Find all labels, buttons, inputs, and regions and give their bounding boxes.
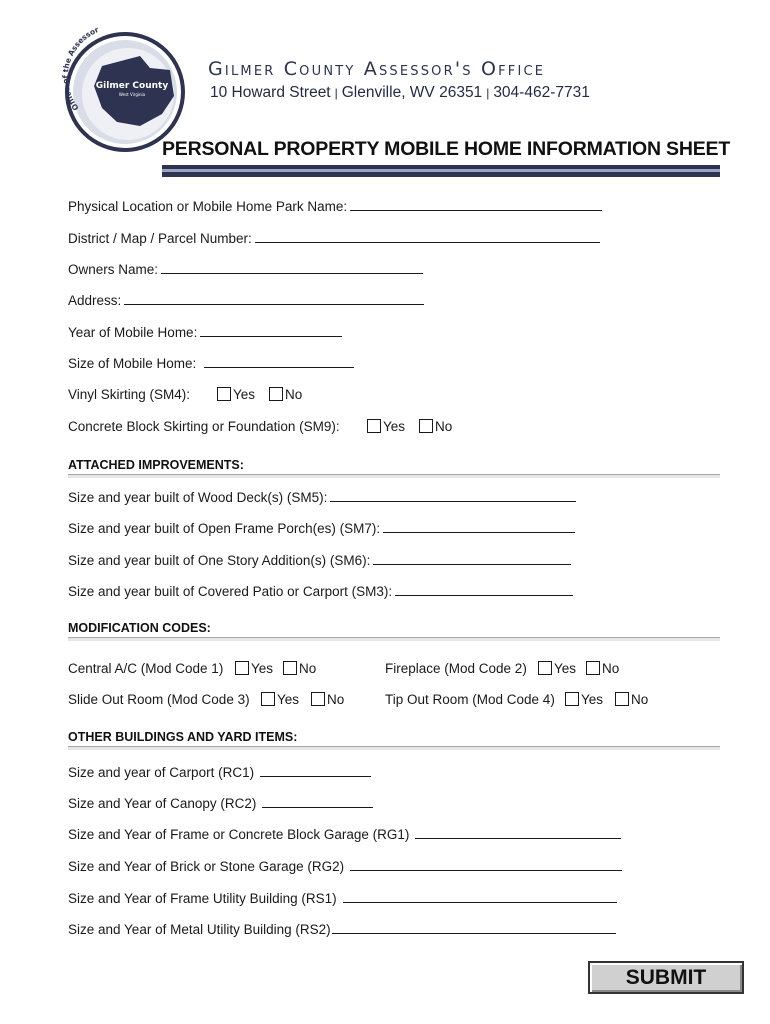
office-address	[210, 84, 590, 102]
field-year-label: Year of Mobile Home:	[68, 325, 198, 340]
tip-yes-option	[565, 692, 603, 707]
ac-no-checkbox[interactable]	[283, 661, 297, 675]
office-street: 10 Howard Street	[210, 84, 331, 101]
field-vinyl	[68, 387, 303, 402]
field-addition	[68, 552, 571, 568]
slide-yes-checkbox[interactable]	[261, 692, 275, 706]
field-district-label: District / Map / Parcel Number:	[68, 231, 252, 246]
vinyl-yes-label: Yes	[233, 387, 256, 402]
field-frame-utility-label: Size and Year of Frame Utility Building (RS1)	[68, 891, 337, 906]
field-district-input[interactable]	[255, 230, 600, 243]
field-district	[68, 230, 600, 246]
field-size-input[interactable]	[204, 355, 354, 368]
field-canopy-input[interactable]	[262, 795, 373, 808]
county-seal-logo	[62, 26, 188, 156]
field-patio-input[interactable]	[395, 583, 573, 596]
concrete-yes-checkbox[interactable]	[367, 419, 381, 433]
logo-county-text: Gilmer County	[95, 81, 169, 91]
field-frame-garage-label: Size and Year of Frame or Concrete Block Garage (RG1)	[68, 827, 410, 842]
fireplace-no-checkbox[interactable]	[586, 661, 600, 675]
ac-yes-option	[235, 661, 273, 676]
field-owners	[68, 261, 423, 277]
field-carport-label: Size and year of Carport (RC1)	[68, 765, 255, 780]
mod-tip-label: Tip Out Room (Mod Code 4)	[385, 692, 555, 707]
fireplace-yes-label: Yes	[554, 661, 577, 676]
submit-button[interactable]: SUBMIT	[588, 961, 744, 994]
modification-heading: MODIFICATION CODES:	[68, 621, 211, 635]
mod-row-2	[68, 692, 649, 707]
field-porch-input[interactable]	[383, 520, 575, 533]
document-title: PERSONAL PROPERTY MOBILE HOME INFORMATION SHEET	[162, 138, 731, 160]
office-phone: 304-462-7731	[493, 84, 590, 101]
vinyl-no-checkbox[interactable]	[269, 387, 283, 401]
section-modification-codes	[68, 621, 720, 638]
field-deck-label: Size and year built of Wood Deck(s) (SM5):	[68, 490, 328, 505]
field-metal-utility-input[interactable]	[332, 921, 616, 934]
fireplace-no-option	[586, 661, 619, 676]
slide-no-checkbox[interactable]	[311, 692, 325, 706]
field-patio	[68, 583, 573, 599]
office-name: Gilmer County Assessor's Office	[208, 58, 546, 80]
field-concrete	[68, 419, 453, 434]
mod-fireplace-label: Fireplace (Mod Code 2)	[385, 661, 527, 676]
ac-yes-label: Yes	[251, 661, 274, 676]
concrete-no-label: No	[435, 419, 453, 434]
concrete-yes-label: Yes	[383, 419, 406, 434]
tip-yes-label: Yes	[581, 692, 604, 707]
field-address	[68, 292, 424, 308]
field-frame-utility-input[interactable]	[343, 890, 617, 903]
vinyl-yes-option	[217, 387, 255, 402]
concrete-no-checkbox[interactable]	[419, 419, 433, 433]
field-porch-label: Size and year built of Open Frame Porch(es) (SM7):	[68, 521, 381, 536]
field-concrete-label: Concrete Block Skirting or Foundation (SM9):	[68, 419, 340, 434]
slide-yes-label: Yes	[277, 692, 300, 707]
field-owners-input[interactable]	[161, 261, 423, 274]
section-other-buildings	[68, 730, 720, 747]
tip-no-label: No	[631, 692, 649, 707]
slide-no-option	[311, 692, 344, 707]
field-location	[68, 198, 602, 214]
fireplace-yes-checkbox[interactable]	[538, 661, 552, 675]
other-heading: OTHER BUILDINGS AND YARD ITEMS:	[68, 730, 298, 744]
fireplace-no-label: No	[602, 661, 620, 676]
field-addition-input[interactable]	[373, 552, 571, 565]
tip-no-option	[615, 692, 648, 707]
field-address-input[interactable]	[124, 292, 424, 305]
address-separator: |	[486, 86, 490, 100]
vinyl-no-label: No	[285, 387, 303, 402]
field-brick-garage-label: Size and Year of Brick or Stone Garage (RG2)	[68, 859, 345, 874]
field-canopy-label: Size and Year of Canopy (RC2)	[68, 796, 257, 811]
attached-heading: ATTACHED IMPROVEMENTS:	[68, 458, 244, 472]
vinyl-yes-checkbox[interactable]	[217, 387, 231, 401]
field-vinyl-label: Vinyl Skirting (SM4):	[68, 387, 191, 402]
field-metal-utility-label: Size and Year of Metal Utility Building (RS2)	[68, 922, 331, 937]
concrete-no-option	[419, 419, 452, 434]
field-address-label: Address:	[68, 293, 122, 308]
field-patio-label: Size and year built of Covered Patio or Carport (SM3):	[68, 584, 393, 599]
title-rule	[162, 165, 720, 177]
field-year	[68, 324, 342, 340]
field-frame-garage-input[interactable]	[415, 826, 621, 839]
ac-yes-checkbox[interactable]	[235, 661, 249, 675]
field-brick-garage-input[interactable]	[350, 858, 622, 871]
field-porch	[68, 520, 575, 536]
concrete-yes-option	[367, 419, 405, 434]
mod-ac-label: Central A/C (Mod Code 1)	[68, 661, 224, 676]
field-location-input[interactable]	[350, 198, 602, 211]
field-owners-label: Owners Name:	[68, 262, 159, 277]
logo-ring-text: Office he Assessor	[62, 26, 100, 113]
field-addition-label: Size and year built of One Story Addition(s) (SM6):	[68, 553, 371, 568]
slide-yes-option	[261, 692, 299, 707]
field-frame-garage	[68, 826, 621, 842]
office-city: Glenville, WV 26351	[341, 84, 483, 101]
field-deck-input[interactable]	[330, 489, 576, 502]
field-metal-utility	[68, 921, 616, 937]
tip-yes-checkbox[interactable]	[565, 692, 579, 706]
vinyl-no-option	[269, 387, 302, 402]
ac-no-option	[283, 661, 316, 676]
field-size-label: Size of Mobile Home:	[68, 356, 197, 371]
field-carport-input[interactable]	[260, 764, 371, 777]
field-frame-utility	[68, 890, 617, 906]
field-year-input[interactable]	[200, 324, 342, 337]
field-brick-garage	[68, 858, 622, 874]
slide-no-label: No	[327, 692, 345, 707]
field-location-label: Physical Location or Mobile Home Park Name:	[68, 199, 348, 214]
ac-no-label: No	[299, 661, 317, 676]
address-separator: |	[334, 86, 338, 100]
field-carport	[68, 764, 371, 780]
field-deck	[68, 489, 576, 505]
tip-no-checkbox[interactable]	[615, 692, 629, 706]
field-size	[68, 355, 354, 371]
section-attached-improvements	[68, 458, 720, 475]
mod-slide-label: Slide Out Room (Mod Code 3)	[68, 692, 250, 707]
fireplace-yes-option	[538, 661, 576, 676]
logo-state-text: West Virginia	[118, 92, 146, 97]
mod-row-1	[68, 661, 620, 676]
field-canopy	[68, 795, 373, 811]
